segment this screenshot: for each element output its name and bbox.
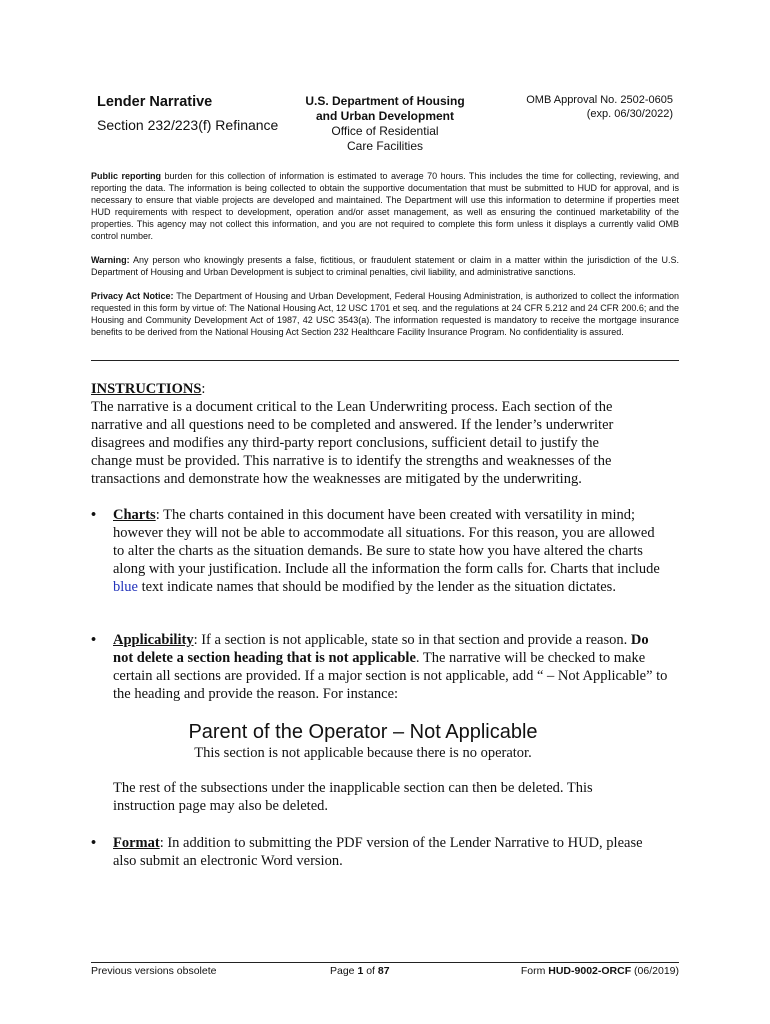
omb-approval: OMB Approval No. 2502-0605 <box>526 94 673 106</box>
document-subtitle: Section 232/223(f) Refinance <box>97 117 279 133</box>
form-date: (06/2019) <box>631 965 679 977</box>
instructions-colon: : <box>201 381 206 397</box>
agency-line-1: U.S. Department of Housing <box>305 94 465 108</box>
bullet-dot: • <box>91 835 97 851</box>
format-text: : In addition to submitting the PDF version of the Lender Narrative to HUD, please also submit an electronic Word version. <box>113 835 643 869</box>
example-text: This section is not applicable because there is no operator. <box>194 745 532 761</box>
document-title: Lender Narrative <box>97 94 213 110</box>
page-total: 87 <box>377 965 390 977</box>
privacy-text: The Department of Housing and Urban Development, Federal Housing Administration, is authorized to collect the information requested in this form by virtue of: The National Housing Act, 12 USC 1701 et seq. and the regulations at 24 CFR 5.212 and 24 CFR 200.6; and the Housing and Community Development Act of 1987, 42 USC 3543(a). The information requested is mandatory to receive the mortgage insurance benefits to be derived from the National Housing Act Section 232 Healthcare Facility Insurance Program. No confidentiality is assured. <box>91 291 679 337</box>
header-omb <box>500 93 673 121</box>
instructions-section <box>91 380 641 488</box>
format-heading: Format <box>113 835 160 851</box>
warning-label: Warning: <box>91 255 130 265</box>
page-current: 1 <box>357 965 364 977</box>
warning-notice <box>91 254 679 278</box>
charts-heading: Charts <box>113 507 156 523</box>
header-divider <box>91 360 679 361</box>
footer-page-number: Page 1 of 87 <box>330 965 390 977</box>
rest-text: The rest of the subsections under the inapplicable section can then be deleted. This instruction page may also be deleted. <box>113 780 593 814</box>
warning-text: Any person who knowingly presents a false, fictitious, or fraudulent statement or claim in a matter within the jurisdiction of the U.S. Department of Housing and Urban Development is subject to criminal penalties, civil liability, and administrative sanctions. <box>91 255 679 277</box>
form-number: HUD-9002-ORCF <box>548 965 632 977</box>
example-heading: Parent of the Operator – Not Applicable <box>188 721 538 743</box>
applicability-bold: Do not delete a section heading that is not applicable <box>113 632 649 666</box>
office-line-2: Care Facilities <box>346 139 424 153</box>
applicability-text-a: : If a section is not applicable, state so in that section and provide a reason. <box>193 632 631 648</box>
footer-divider <box>91 962 679 963</box>
privacy-act-notice <box>91 290 679 338</box>
public-reporting-label: Public reporting <box>91 171 161 181</box>
privacy-label: Privacy Act Notice: <box>91 291 174 301</box>
agency-line-2: and Urban Development <box>315 109 455 123</box>
office-line-1: Office of Residential <box>331 124 439 138</box>
applicability-text-b: . The narrative will be checked to make certain all sections are provided. If a major section is not applicable, add “ – Not Applicable” to the heading and provide the reason. For instance: <box>113 650 668 702</box>
header-left <box>97 93 287 134</box>
charts-text-b: text indicate names that should be modified by the lender as the situation dictates. <box>137 579 616 595</box>
bullet-dot: • <box>91 507 97 523</box>
instructions-body: The narrative is a document critical to the Lean Underwriting process. Each section of the narrative and all questions need to be completed and answered. If the lender’s underwriter disagrees and modifies any third-party report conclusions, sufficient detail to justify the change must be provided. This narrative is to identify the strengths and weaknesses of the transactions and demonstrate how the weaknesses are mitigated by the underwriting. <box>91 399 614 487</box>
footer-obsolete-note: Previous versions obsolete <box>91 965 217 977</box>
bullet-dot: • <box>91 632 97 648</box>
charts-blue-word: blue <box>113 579 138 595</box>
public-reporting-text: burden for this collection of information is estimated to average 70 hours. This includes the time for collecting, reviewing, and reporting the data. The information is being collected to obtain the supportive documentation that must be submitted to HUD for approval, and is necessary to ensure that viable projects are developed and maintained. The Department will use this information to determine if properties meet HUD requirements with respect to development, operation and/or asset management, as well as ensuring the continued marketability of the properties. This agency may not collect this information, and you are not required to complete this form unless it displays a currently valid OMB control number. <box>91 171 679 241</box>
applicability-heading: Applicability <box>113 632 194 648</box>
public-reporting-notice <box>91 170 679 242</box>
footer-form-id: Form HUD-9002-ORCF (06/2019) <box>520 965 679 977</box>
header-agency <box>290 94 480 154</box>
charts-text-a: : The charts contained in this document have been created with versatility in mind; however they will not be able to accommodate all situations. For this reason, you are allowed to alter the charts as the situation demands. Be sure to state how you have altered the charts along with your justification. Include all the information the form calls for. Charts that include <box>113 507 660 577</box>
omb-expiration: (exp. 06/30/2022) <box>586 108 673 120</box>
instructions-heading: INSTRUCTIONS <box>91 381 202 397</box>
